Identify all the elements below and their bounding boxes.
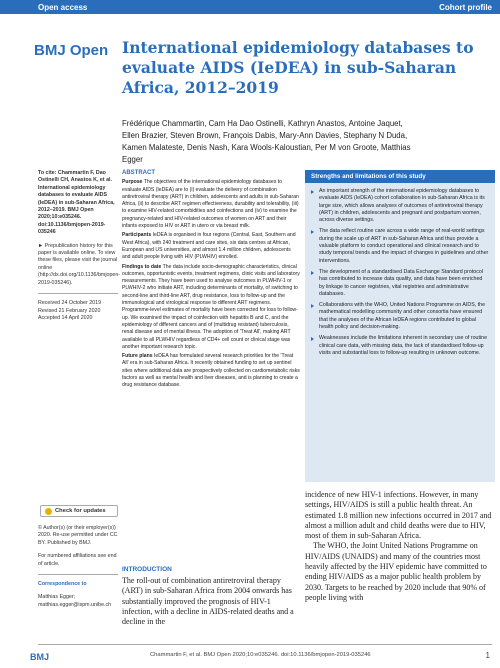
- left-sidebar-bottom: [38, 525, 118, 615]
- history-dates: Received 24 October 2019 Revised 21 February 2020 Accepted 14 April 2020: [38, 300, 102, 321]
- list-item: Collaborations with the WHO, United Nations Programme on AIDS, the mathematical modelling community and other consortia have ensured that the analyses of the African IeDEA regions contributed to global health policy and decision-making.: [311, 302, 489, 331]
- list-item: The data reflect routine care across a wide range of real-world settings during the scale up of ART in sub-Saharan Africa and thus provide a valuable platform to conduct operational and clinical research and to study temporal trends and the impact of changes in guidelines and other interventions.: [311, 228, 489, 264]
- abstract-purpose: Purpose The objectives of the international epidemiology databases to evaluate AIDS (IeDEA) are to (i) evaluate the delivery of combination antiretroviral therapy (ART) in children, adolescents and adults in sub-Saharan Africa, (ii) to describe ART regimen effectiveness, durability and tolerability, (iii) to examine HIV-related comorbidities and coinfections and (iv) to examine the pregnancy-related and HIV-related outcomes of women on ART and their infants exposed to HIV or ART in utero or via breast milk.: [122, 179, 299, 230]
- page-footer: [0, 640, 500, 668]
- footer-citation: Chammartin F, et al. BMJ Open 2020;10:e035246. doi:10.1136/bmjopen-2019-035246: [150, 652, 371, 658]
- article-title: International epidemiology databases to evaluate AIDS (IeDEA) in sub-Saharan Africa, 2012–2019: [122, 38, 474, 97]
- check-updates-label: Check for updates: [55, 508, 106, 514]
- divider: [38, 574, 118, 575]
- intro-heading: INTRODUCTION: [122, 566, 172, 573]
- divider: [38, 293, 118, 294]
- page-number: 1: [485, 651, 490, 660]
- affiliation-note: For numbered affiliations see end of article.: [38, 553, 117, 567]
- author-list: Frédérique Chammartin, Cam Ha Dao Ostinelli, Kathryn Anastos, Antoine Jaquet, Ellen Brazier, Steven Brown, François Dabis, Mary-Ann Davies, Stephany N Duda, Kamen Malateste, Denis Nash, Kara Wools-Kaloustian, Per M von Groote, Matthias Egger: [122, 119, 411, 164]
- body-paragraph: The WHO, the Joint United Nations Programme on HIV/AIDS (UNAIDS) and many of the countries most heavily affected by the HIV epidemic have committed to ending HIV/AIDS as a major public health problem by 2030. Targets to be reached by 2020 include that 90% of people living with: [305, 541, 487, 602]
- article-type-label: Cohort profile: [439, 2, 492, 12]
- correspondence-contact[interactable]: Matthias Egger; matthias.egger@ispm.unibe.ch: [38, 594, 112, 608]
- copyright-note: © Author(s) (or their employer(s)) 2020. Re-use permitted under CC BY. Published by BMJ.: [38, 525, 118, 546]
- open-access-label: Open access: [38, 2, 88, 12]
- abstract-participants: Participants IeDEA is organised in four regions (Central, East, Southern and West Africa), with 240 treatment and care sites, six data centres at African, European and US universities, and almost 1.4 million children, adolescents and adult people living with HIV (PLWHIV) enrolled.: [122, 232, 296, 261]
- strengths-box: [305, 170, 495, 482]
- strengths-list: [305, 183, 495, 357]
- intro-text: The roll-out of combination antiretroviral therapy (ART) in sub-Saharan Africa from 2004 onwards has substantially improved the prognosis of HIV-1 infection, with a decline in AIDS-related deaths and a decline in the: [122, 576, 294, 627]
- footer-logo: BMJ: [30, 652, 50, 662]
- abstract-future: Future plans IeDEA has formulated several research priorities for the 'Treat All' era in sub-Saharan Africa. It recently obtained funding to set up sentinel sites where additional data are prospectively collected on cardiometabolic risks factors as well as mental health and liver diseases, and is planning to create a drug resistance database.: [122, 353, 300, 389]
- bullet-arrow-icon: [311, 190, 314, 194]
- journal-logo: BMJ Open: [34, 42, 109, 59]
- list-item: Weaknesses include the limitations inherent in secondary use of routine clinical care data, with missing data, the lack of standardised follow-up visits and substantial loss to follow-up resulting in unknown outcome.: [311, 335, 489, 357]
- check-updates-icon: [45, 508, 52, 515]
- correspondence-label: Correspondence to: [38, 581, 87, 588]
- bullet-arrow-icon: [311, 230, 314, 234]
- bullet-arrow-icon: [311, 271, 314, 275]
- prepub-note[interactable]: ► Prepublication history for this paper is available online. To view these files, please visit the journal online (http://dx.doi.org/10.1136/bmjopen-2019-035246).: [38, 242, 121, 286]
- bullet-arrow-icon: [311, 304, 314, 308]
- top-banner: [0, 0, 500, 14]
- strengths-heading: Strengths and limitations of this study: [305, 170, 495, 183]
- body-text: [305, 490, 495, 603]
- abstract-heading: ABSTRACT: [122, 170, 155, 176]
- check-updates-button[interactable]: [40, 505, 118, 517]
- abstract-findings: Findings to date The data include socio-demographic characteristics, clinical outcomes, opportunistic events, treatment regimens, clinic visits and laboratory measurements. They have been used to analyse outcomes in PLWHIV-1 or PLWHIV-2 who initiate ART, including determinants of mortality, of switching to second-line and third-line ART, drug resistance, loss to follow-up and the immunological and virological response to different ART regimens. Programme-level estimates of mortality have been corrected for loss to follow-up. We examined the impact of coinfection with hepatitis B and C, and the epidemiology of different cancers and of (multidrug resistant) tuberculosis, renal disease and of mental illness. The adoption of 'Treat All', making ART available to all PLWHIV regardless of CD4+ cell count or clinical stage was another important research topic.: [122, 263, 300, 350]
- citation-note: To cite: Chammartin F, Dao Ostinelli CH, Anastos K, et al. International epidemiology databases to evaluate AIDS (IeDEA) in sub-Saharan Africa, 2012–2019. BMJ Open 2020;10:e035246. doi:10.1136/bmjopen-2019-035246: [38, 170, 115, 236]
- left-sidebar: [38, 170, 121, 328]
- body-paragraph: incidence of new HIV-1 infections. However, in many settings, HIV/AIDS is still a public health threat. An estimated 1.8 million new infections occurred in 2017 and almost a million adult and child deaths were due to HIV, most of them in sub-Saharan Africa.: [305, 490, 492, 541]
- list-item: An important strength of the international epidemiology databases to evaluate AIDS (IeDEA) cohort collaboration in sub-Saharan Africa is its large size, which allows analyses of outcomes of antiretroviral therapy (ART) in children, adolescents and pregnant and postpartum women, across diverse settings.: [311, 188, 489, 224]
- bullet-arrow-icon: [311, 337, 314, 341]
- list-item: The development of a standardised Data Exchange Standard protocol has contributed to increase data quality, and data have been enriched by linkage to cancer registries, vital registries and administrative databases.: [311, 269, 489, 298]
- footer-divider: [38, 644, 492, 645]
- abstract: [122, 170, 300, 392]
